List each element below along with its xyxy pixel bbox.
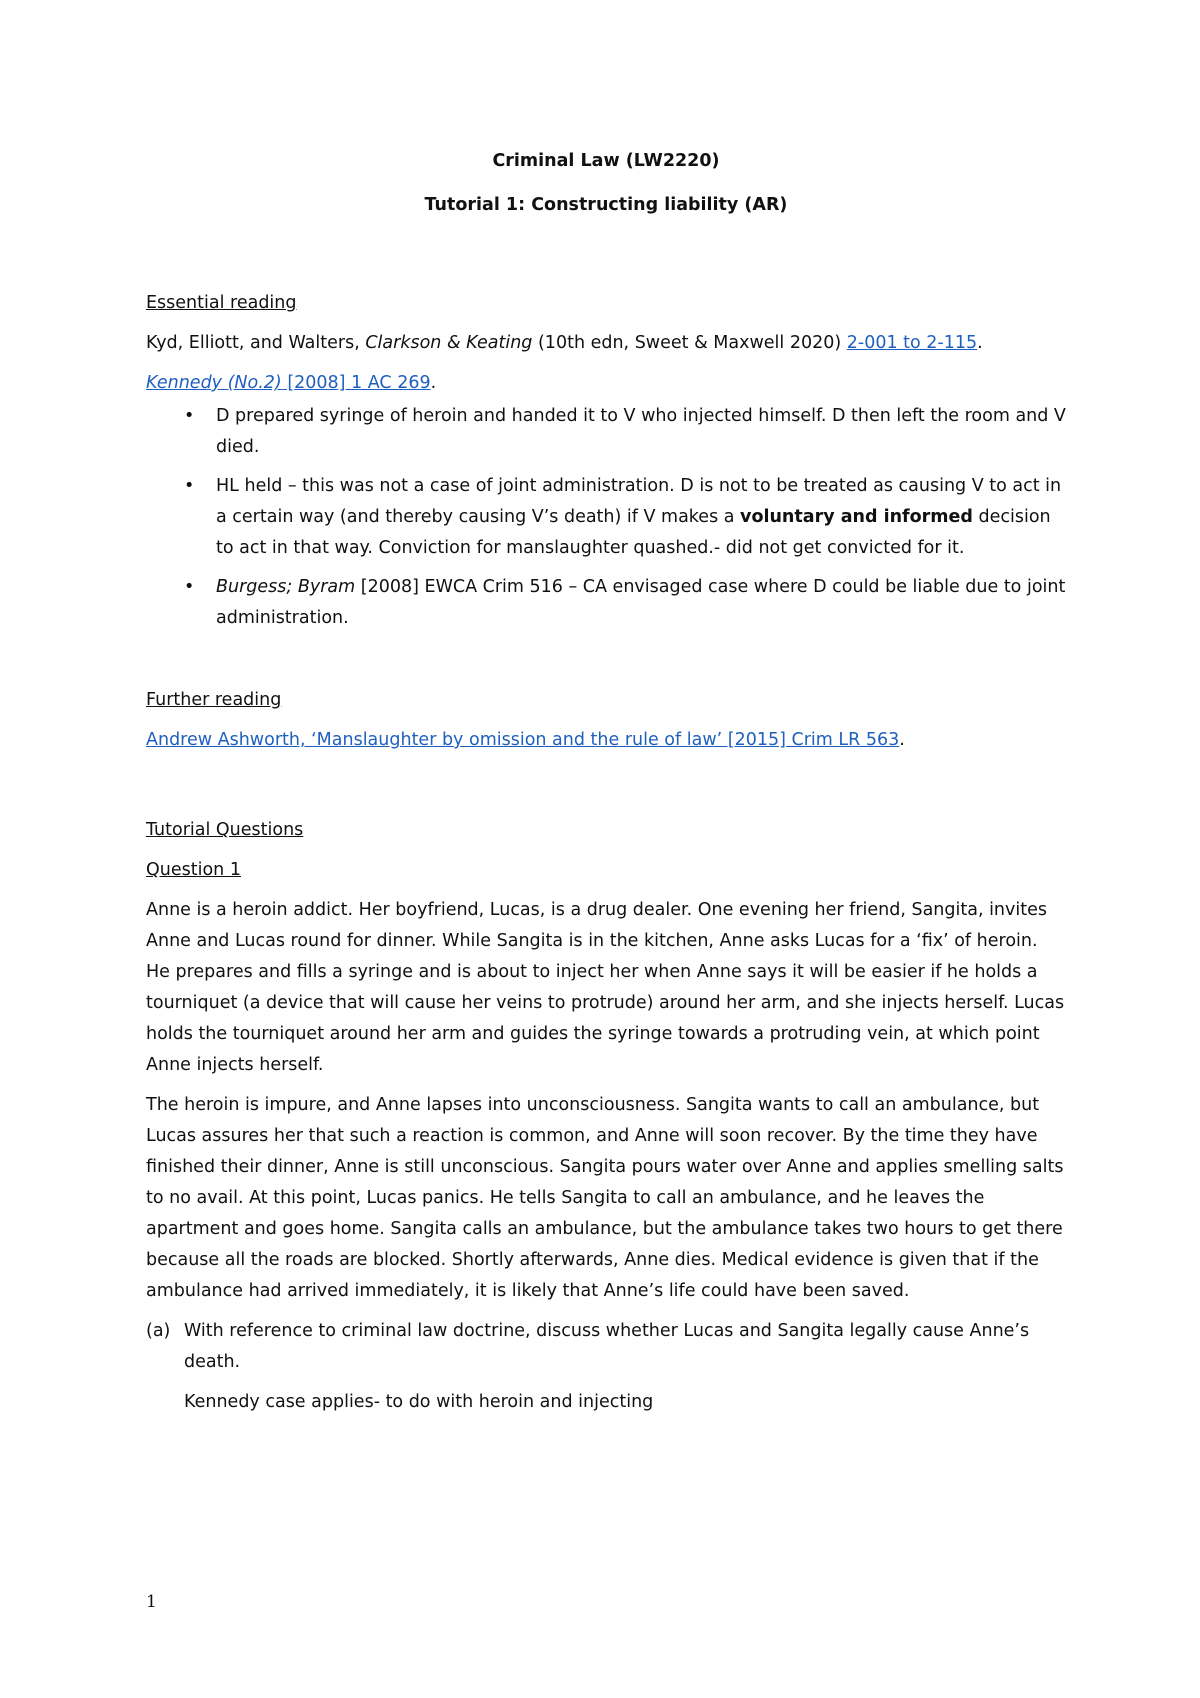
question-1-heading: Question 1 [146, 860, 241, 880]
part-a-label: (a) [146, 1321, 171, 1341]
further-reading-heading: Further reading [146, 690, 282, 710]
list-item [146, 471, 1066, 564]
list-item-text: HL held – this was not a case of joint administration. D is not to be treated as causing V to act in a certain way (and thereby causing V’s death) if V makes a [216, 476, 1062, 527]
further-reading-reference [146, 725, 1066, 756]
case-name-link[interactable]: Kennedy (No.2) [146, 373, 282, 393]
answer-note: Kennedy case applies- to do with heroin and injecting [184, 1392, 654, 1412]
part-a-text: With reference to criminal law doctrine, discuss whether Lucas and Sangita legally cause Anne’s death. [184, 1321, 1030, 1372]
list-item [146, 572, 1066, 634]
question-paragraph-1: Anne is a heroin addict. Her boyfriend, Lucas, is a drug dealer. One evening her friend, Sangita, invites Anne and Lucas round for dinner. While Sangita is in the kitchen, Anne asks Lucas for a ‘fix’ of heroin. He prepares and fills a syringe and is about to inject her when Anne says it will be easier if he holds a tourniquet (a device that will cause her veins to protrude) around her arm, and she injects herself. Lucas holds the tourniquet around her arm and guides the syringe towards a protruding vein, at which point Anne injects herself. [146, 900, 1065, 1075]
case-citation-link[interactable]: [2008] 1 AC 269 [281, 373, 431, 393]
ref-end: . [977, 333, 983, 353]
list-item-text: D prepared syringe of heroin and handed it to V who injected himself. D then left the room and V died. [216, 406, 1066, 457]
ref-pages-link[interactable]: 2-001 to 2-115 [846, 333, 978, 353]
further-reading-end: . [899, 730, 905, 750]
reference-clarkson-keating [146, 328, 1066, 359]
ref-book-title: Clarkson & Keating [365, 333, 533, 353]
ref-authors: Kyd, Elliott, and Walters, [146, 333, 366, 353]
question-paragraph-2: The heroin is impure, and Anne lapses into unconsciousness. Sangita wants to call an ambulance, but Lucas assures her that such a reaction is common, and Anne will soon recover. By the time they have finished their dinner, Anne is still unconscious. Sangita pours water over Anne and applies smelling salts to no avail. At this point, Lucas panics. He tells Sangita to call an ambulance, and he leaves the apartment and goes home. Sangita calls an ambulance, but the ambulance takes two hours to get there because all the roads are blocked. Shortly afterwards, Anne dies. Medical evidence is given that if the ambulance had arrived immediately, it is likely that Anne’s life could have been saved. [146, 1095, 1064, 1301]
document-body [146, 146, 1066, 1418]
bullet-icon: • [184, 577, 195, 597]
tutorial-title: Tutorial 1: Constructing liability (AR) [424, 195, 788, 215]
bullet-icon: • [184, 476, 195, 496]
essential-reading-heading: Essential reading [146, 293, 297, 313]
case-end: . [430, 373, 437, 393]
ref-edition: (10th edn, Sweet & Maxwell 2020) [532, 333, 847, 353]
list-item [146, 401, 1066, 463]
list-item-italic-text: Burgess; Byram [216, 577, 356, 597]
page-number: 1 [146, 1592, 157, 1612]
course-title: Criminal Law (LW2220) [492, 151, 720, 171]
reference-kennedy [146, 368, 1066, 399]
bullet-icon: • [184, 406, 195, 426]
list-item-text: [2008] EWCA Crim 516 – CA envisaged case where D could be liable due to joint administration. [216, 577, 1066, 628]
tutorial-questions-heading: Tutorial Questions [146, 820, 304, 840]
question-part-a [146, 1316, 1066, 1378]
case-notes-list [146, 401, 1066, 634]
list-item-bold-text: voluntary and informed [740, 507, 973, 527]
ashworth-article-link[interactable]: Andrew Ashworth, ‘Manslaughter by omission and the rule of law’ [2015] Crim LR 563 [146, 730, 900, 750]
list-item-text-cont: decision to act in that way. Conviction for manslaughter quashed.- did not get convicted for it. [216, 507, 1051, 558]
